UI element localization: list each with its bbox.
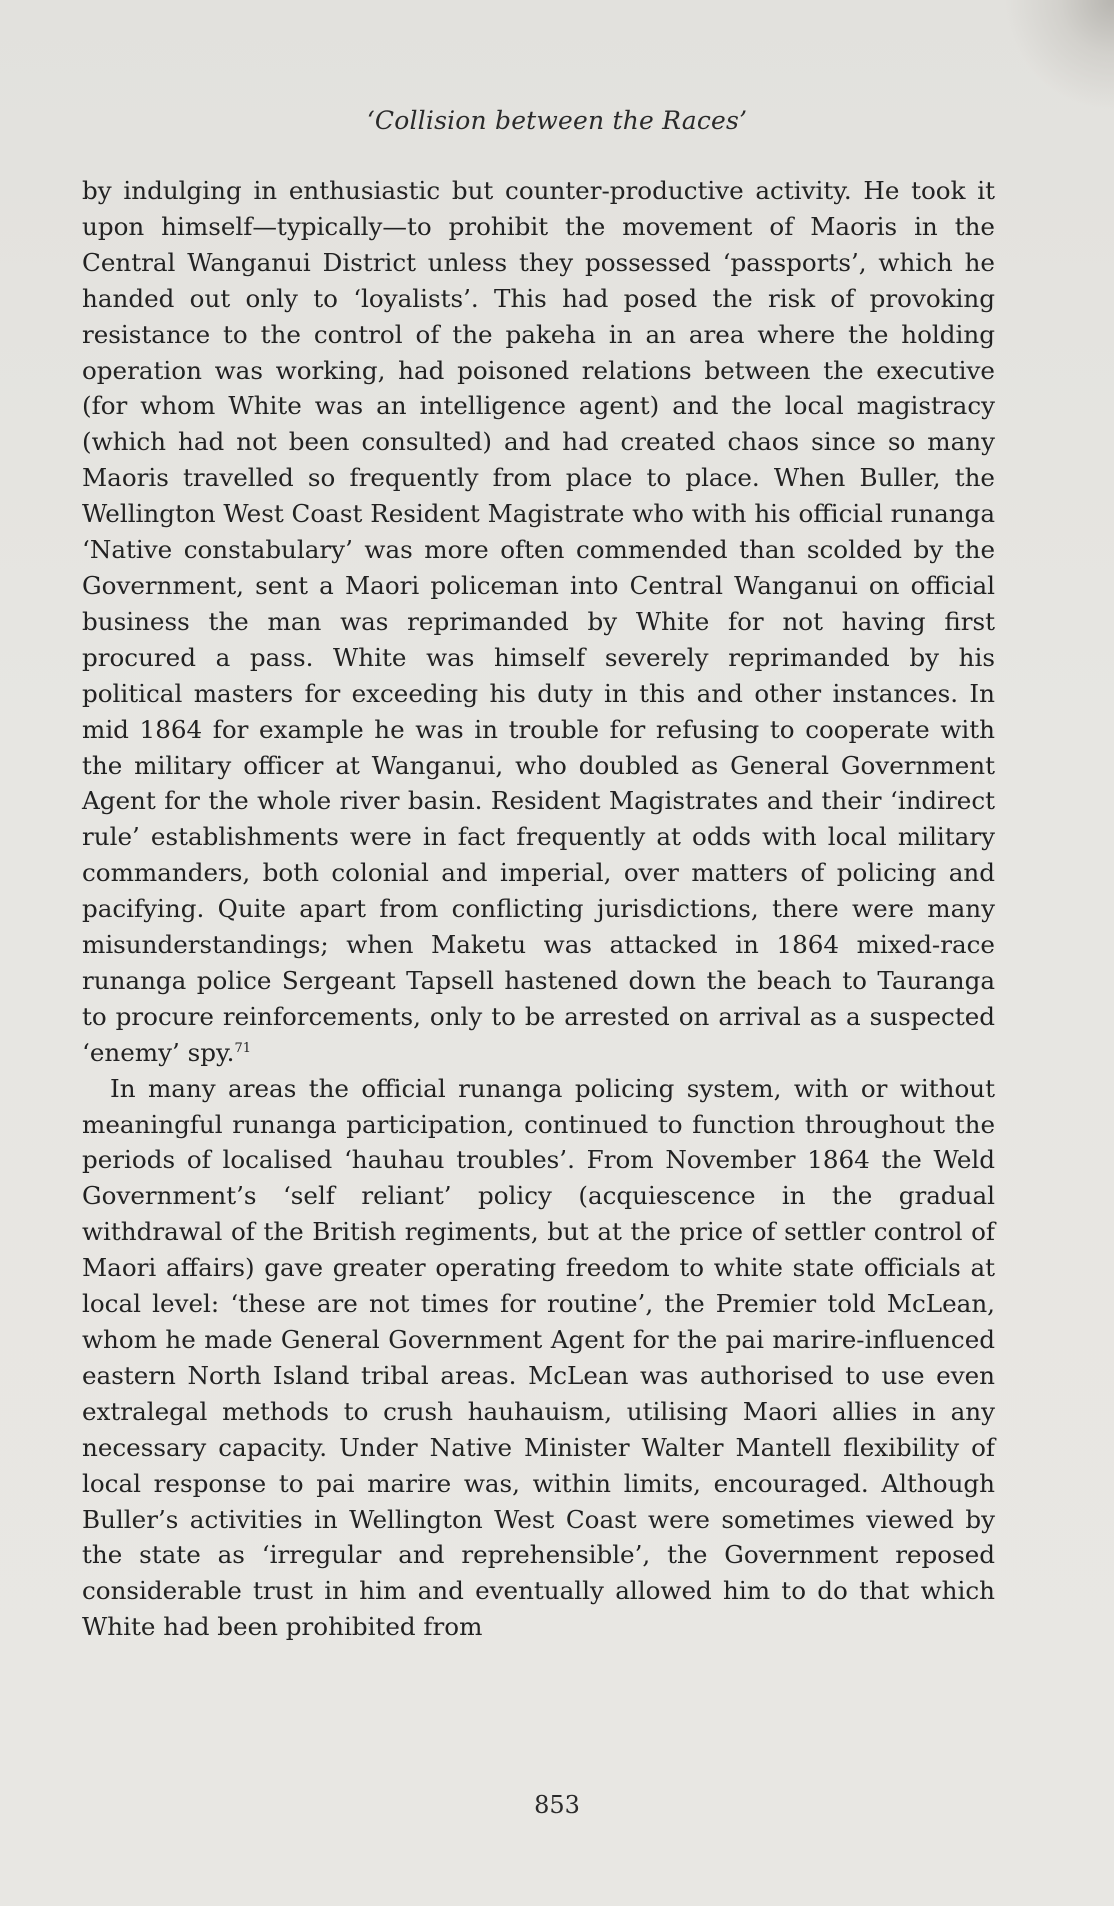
paragraph-2 xyxy=(82,1071,995,1646)
page-number: 853 xyxy=(534,1791,580,1819)
paragraph-1 xyxy=(82,173,995,1071)
footnote-reference[interactable]: 71 xyxy=(234,1040,251,1056)
paragraph-2-text: In many areas the official runanga policing system, with or without meaningful runanga participation, continued to function throughout the periods of localised ‘hauhau troubles’. From November 1864 the Weld Government’s ‘self reliant’ policy (acquiescence in the gradual withdrawal of the British regiments, but at the price of settler control of Maori affairs) gave greater operating freedom to white state officials at local level: ‘these are not times for routine’, the Premier told McLean, whom he made General Government Agent for the pai marire-influenced eastern North Island tribal areas. McLean was authorised to use even extralegal methods to crush hauhauism, utilising Maori allies in any necessary capacity. Under Native Minister Walter Mantell flexibility of local response to pai marire was, within limits, encouraged. Although Buller’s activities in Wellington West Coast were sometimes viewed by the state as ‘irregular and reprehensible’, the Government reposed considerable trust in him and eventually allowed him to do that which White had been prohibited from xyxy=(82,1073,995,1642)
paragraph-1-text: by indulging in enthusiastic but counter-productive activity. He took it upon himself—typically—to prohibit the movement of Maoris in the Central Wanganui District unless they possessed ‘passports’, which he handed out only to ‘loyalists’. This had posed the risk of provoking resistance to the control of the pakeha in an area where the holding operation was working, had poisoned relations between the executive (for whom White was an intelligence agent) and the local magistracy (which had not been consulted) and had created chaos since so many Maoris travelled so frequently from place to place. When Buller, the Wellington West Coast Resident Magistrate who with his official runanga ‘Native constabulary’ was more often commended than scolded by the Government, sent a Maori policeman into Central Wanganui on official business the man was reprimanded by White for not having first procured a pass. White was himself severely reprimanded by his political masters for exceeding his duty in this and other instances. In mid 1864 for example he was in trouble for refusing to cooperate with the military officer at Wanganui, who doubled as General Government Agent for the whole river basin. Resident Magistrates and their ‘indirect rule’ establishments were in fact frequently at odds with local military commanders, both colonial and imperial, over matters of policing and pacifying. Quite apart from conflicting jurisdictions, there were many misunderstandings; when Maketu was attacked in 1864 mixed-race runanga police Sergeant Tapsell hastened down the beach to Tauranga to procure reinforcements, only to be arrested on arrival as a suspected ‘enemy’ spy. xyxy=(82,176,995,1067)
body-text xyxy=(82,173,995,1645)
running-head: ‘Collision between the Races’ xyxy=(366,106,748,135)
page-corner-shadow xyxy=(1004,0,1114,110)
